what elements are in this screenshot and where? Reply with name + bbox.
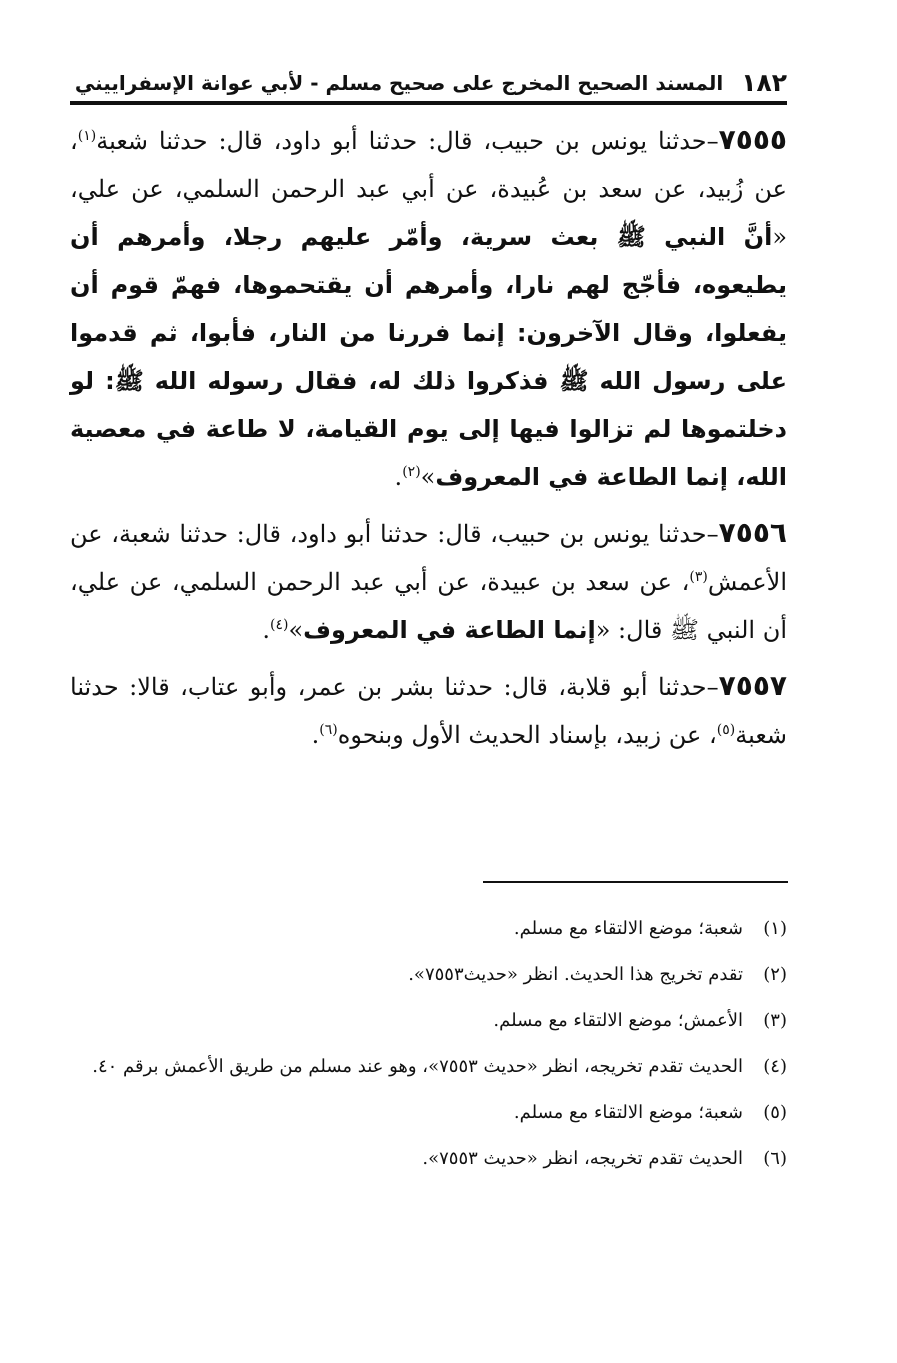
hadith-number: ٧٥٥٧ — [718, 669, 787, 702]
footnote-text: الحديث تقدم تخريجه، انظر «حديث ٧٥٥٣». — [422, 1148, 743, 1169]
header-rule — [70, 101, 787, 105]
footnote-marker: (٢) — [763, 964, 787, 985]
main-text — [70, 116, 787, 767]
footnote-reference: (٦) — [319, 722, 338, 738]
footnote-reference: (٤) — [269, 617, 289, 633]
footnote-marker: (٣) — [763, 1010, 787, 1031]
footnote-marker: (١) — [763, 918, 787, 939]
hadith-isnad-continued: ، عن زُبيد، عن سعد بن عُبيدة، عن أبي عبد الرحمن السلمي، عن علي، « — [70, 127, 787, 251]
end-punctuation: . — [262, 616, 270, 644]
hadith-isnad-continued: ، عن زبيد، بإسناد الحديث الأول وبنحوه — [337, 721, 717, 749]
footnote-reference: (٣) — [689, 569, 708, 585]
end-punctuation: . — [394, 463, 403, 491]
footnote-item — [70, 906, 787, 952]
footnote-item — [70, 1090, 787, 1136]
hadith-7555 — [70, 116, 787, 501]
hadith-isnad-continued: ، عن سعد بن عبيدة، عن أبي عبد الرحمن السلمي، عن علي، أن النبي ﷺ قال: « — [70, 568, 787, 644]
footnote-item — [70, 1136, 787, 1182]
footnote-reference: (٢) — [402, 464, 421, 480]
hadith-7557 — [70, 662, 787, 759]
hadith-isnad: –حدثنا يونس بن حبيب، قال: حدثنا أبو داود، قال: حدثنا شعبة — [96, 127, 719, 155]
running-title: المسند الصحيح المخرج على صحيح مسلم - لأبي عوانة الإسفراييني — [74, 71, 724, 95]
footnote-text: الأعمش؛ موضع الالتقاء مع مسلم. — [493, 1010, 743, 1031]
hadith-matn: أنَّ النبي ﷺ بعث سرية، وأمّر عليهم رجلا، وأمرهم أن يطيعوه، فأجّج لهم نارا، وأمرهم أن يقتحموها، فهمّ قوم أن يفعلوا، وقال الآخرون: إنما فررنا من النار، فأبوا، ثم قدموا على رسول الله ﷺ فذكروا ذلك له، فقال رسوله الله ﷺ: لو دخلتموها لم تزالوا فيها إلى يوم القيامة، لا طاعة في معصية الله، إنما الطاعة في المعروف — [70, 223, 787, 491]
hadith-matn: إنما الطاعة في المعروف — [303, 616, 596, 644]
page-number: ١٨٢ — [741, 68, 787, 97]
footnote-item — [70, 1044, 787, 1090]
hadith-number: ٧٥٥٥ — [718, 123, 787, 156]
closing-quote: » — [420, 463, 436, 491]
hadith-number: ٧٥٥٦ — [718, 516, 787, 549]
footnote-item — [70, 952, 787, 998]
footnote-separator — [483, 881, 788, 883]
page-header — [70, 66, 787, 98]
hadith-isnad: –حدثنا أبو قلابة، قال: حدثنا بشر بن عمر، وأبو عتاب، قالا: حدثنا شعبة — [70, 673, 787, 749]
end-punctuation: . — [311, 721, 320, 749]
footnote-text: تقدم تخريج هذا الحديث. انظر «حديث٧٥٥٣». — [408, 964, 743, 985]
footnote-marker: (٤) — [763, 1056, 787, 1077]
footnote-text: شعبة؛ موضع الالتقاء مع مسلم. — [513, 918, 743, 939]
footnote-reference: (١) — [77, 128, 97, 144]
footnote-item — [70, 998, 787, 1044]
hadith-isnad: –حدثنا يونس بن حبيب، قال: حدثنا أبو داود، قال: حدثنا شعبة، عن الأعمش — [70, 520, 787, 596]
footnote-marker: (٥) — [763, 1102, 787, 1123]
closing-quote: » — [288, 616, 304, 644]
footnotes-list — [70, 906, 787, 1182]
footnote-text: شعبة؛ موضع الالتقاء مع مسلم. — [513, 1102, 743, 1123]
footnote-marker: (٦) — [763, 1148, 787, 1169]
hadith-7556 — [70, 509, 787, 654]
footnote-text: الحديث تقدم تخريجه، انظر «حديث ٧٥٥٣»، وهو عند مسلم من طريق الأعمش برقم ٤٠. — [92, 1056, 743, 1077]
footnote-reference: (٥) — [716, 722, 736, 738]
